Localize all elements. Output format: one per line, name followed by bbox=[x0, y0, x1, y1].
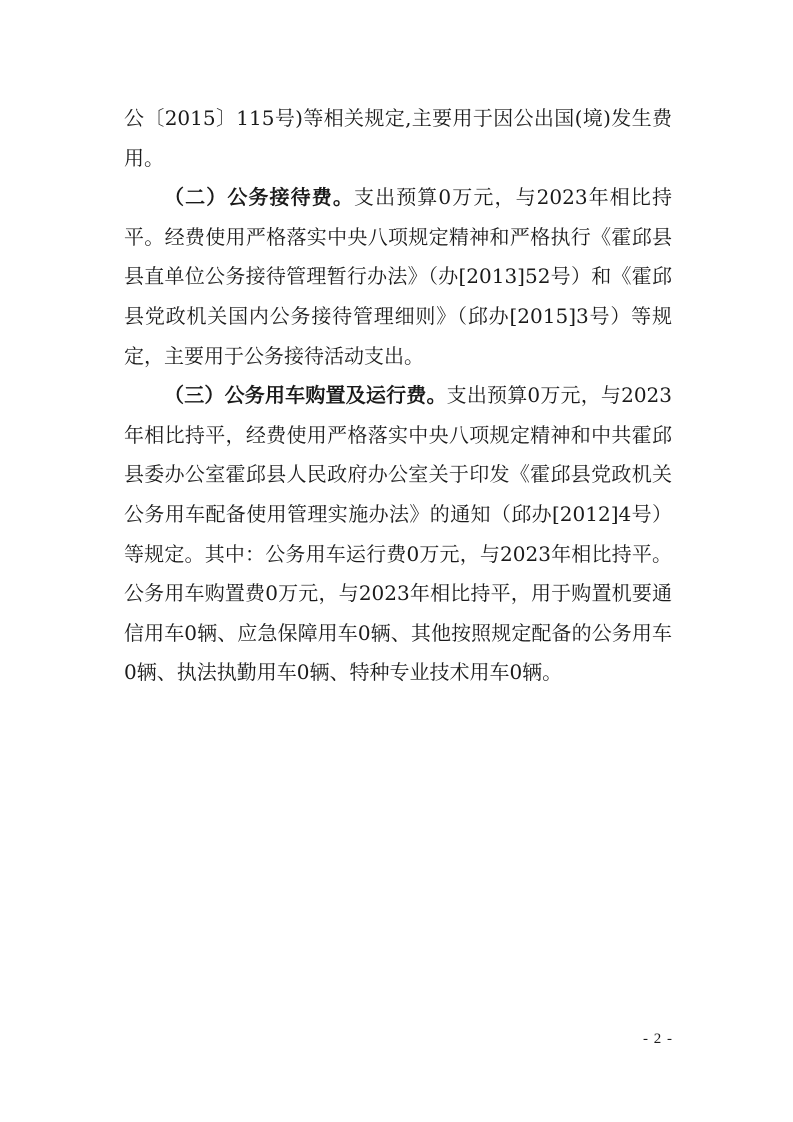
paragraph-vehicle-expenses bbox=[124, 376, 672, 693]
paragraph-reception-expenses bbox=[124, 178, 672, 376]
paragraph-1-text: 公〔2015〕115号)等相关规定,主要用于因公出国(境)发生费用。 bbox=[124, 106, 672, 170]
paragraph-2-text: 支出预算0万元，与2023年相比持平。经费使用严格落实中央八项规定精神和严格执行《霍邱县县直单位公务接待管理暂行办法》（办[2013]52号）和《霍邱县党政机关国内公务接待管理细则》（邱办[2015]3号）等规定，主要用于公务接待活动支出。 bbox=[124, 185, 673, 368]
paragraph-2-heading: （二）公务接待费。 bbox=[164, 185, 354, 210]
page-number: - 2 - bbox=[643, 1031, 673, 1047]
document-body bbox=[124, 99, 672, 693]
paragraph-3-heading: （三）公务用车购置及运行费。 bbox=[164, 383, 447, 408]
paragraph-3-text: 支出预算0万元，与2023年相比持平，经费使用严格落实中央八项规定精神和中共霍邱县委办公室霍邱县人民政府办公室关于印发《霍邱县党政机关公务用车配备使用管理实施办法》的通知（邱办[2012]4号）等规定。其中：公务用车运行费0万元，与2023年相比持平。公务用车购置费0万元，与2023年相比持平，用于购置机要通信用车0辆、应急保障用车0辆、其他按照规定配备的公务用车0辆、执法执勤用车0辆、特种专业技术用车0辆。 bbox=[124, 383, 673, 685]
paragraph-continuation bbox=[124, 99, 672, 178]
